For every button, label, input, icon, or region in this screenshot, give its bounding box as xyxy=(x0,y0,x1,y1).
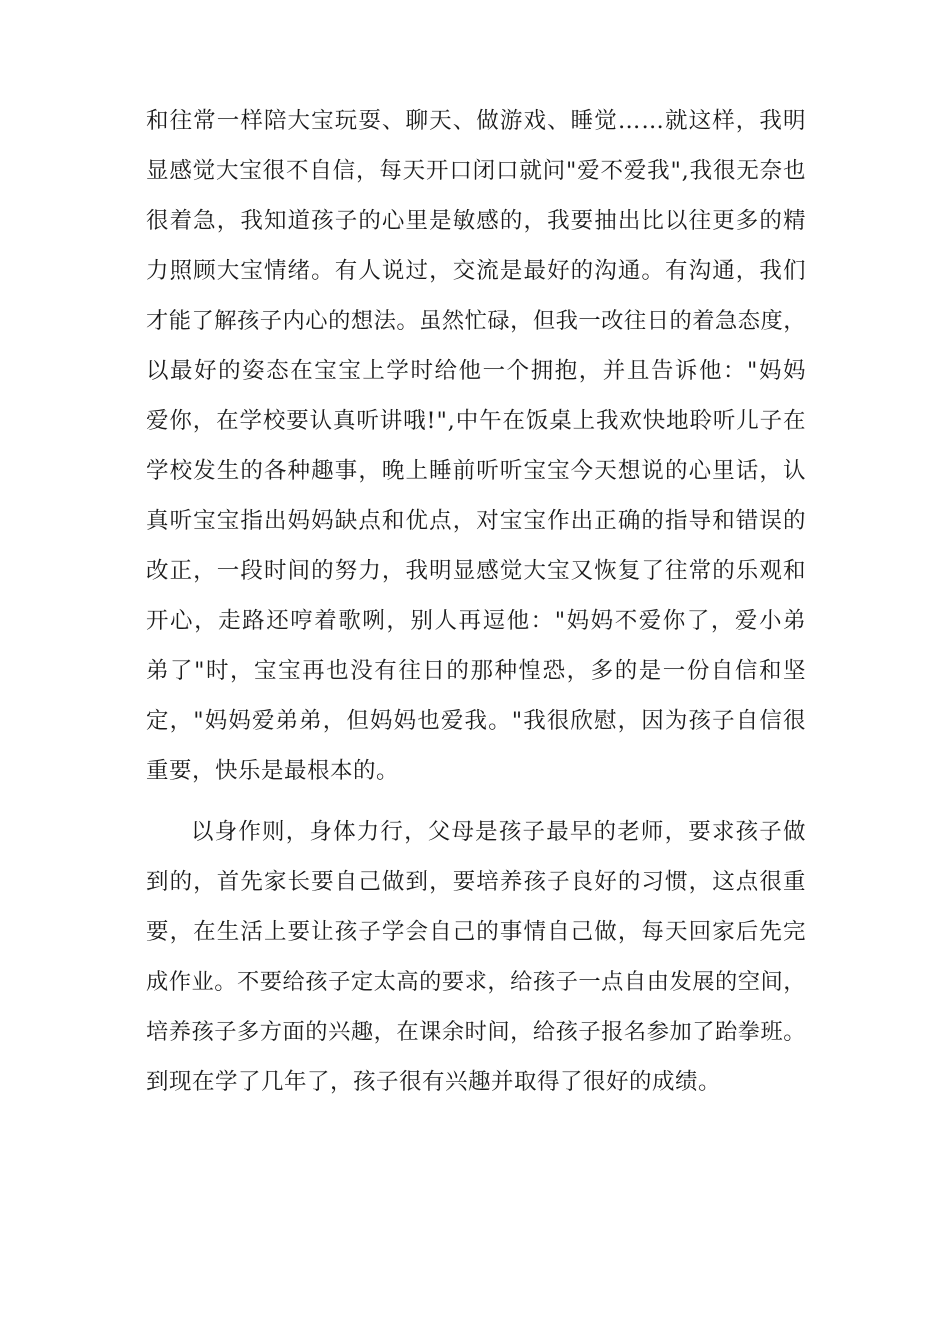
paragraph-line: 很着急，我知道孩子的心里是敏感的，我要抽出比以往更多的精 xyxy=(146,208,807,234)
paragraph-line: 到的，首先家长要自己做到，要培养孩子良好的习惯，这点很重 xyxy=(146,869,807,895)
paragraph-line: 真听宝宝指出妈妈缺点和优点，对宝宝作出正确的指导和错误的 xyxy=(146,508,807,534)
paragraph-line: 力照顾大宝情绪。有人说过，交流是最好的沟通。有沟通，我们 xyxy=(146,258,807,284)
paragraph-2 xyxy=(146,807,806,1107)
paragraph-line: 定，"妈妈爱弟弟，但妈妈也爱我。"我很欣慰，因为孩子自信很 xyxy=(146,708,807,734)
paragraph-line: 培养孩子多方面的兴趣，在课余时间，给孩子报名参加了跆拳班。 xyxy=(146,1019,807,1045)
paragraph-line: 显感觉大宝很不自信，每天开口闭口就问"爱不爱我",我很无奈也 xyxy=(146,158,807,184)
paragraph-line: 改正，一段时间的努力，我明显感觉大宝又恢复了往常的乐观和 xyxy=(146,558,807,584)
paragraph-line: 弟了"时，宝宝再也没有往日的那种惶恐，多的是一份自信和坚 xyxy=(146,658,808,684)
paragraph-line: 成作业。不要给孩子定太高的要求，给孩子一点自由发展的空间， xyxy=(146,969,807,995)
paragraph-line: 和往常一样陪大宝玩耍、聊天、做游戏、睡觉……就这样，我明 xyxy=(146,108,807,134)
paragraph-line: 重要，快乐是最根本的。 xyxy=(146,758,400,784)
paragraph-line: 才能了解孩子内心的想法。虽然忙碌，但我一改往日的着急态度， xyxy=(146,308,807,334)
paragraph-line: 爱你，在学校要认真听讲哦!",中午在饭桌上我欢快地聆听儿子在 xyxy=(146,408,807,434)
paragraph-line: 以最好的姿态在宝宝上学时给他一个拥抱，并且告诉他："妈妈 xyxy=(146,358,808,384)
paragraph-1 xyxy=(146,96,806,796)
paragraph-line: 以身作则，身体力行，父母是孩子最早的老师，要求孩子做 xyxy=(191,819,807,845)
paragraph-line: 到现在学了几年了，孩子很有兴趣并取得了很好的成绩。 xyxy=(146,1069,722,1095)
paragraph-line: 学校发生的各种趣事，晚上睡前听听宝宝今天想说的心里话，认 xyxy=(146,458,807,484)
paragraph-line: 开心，走路还哼着歌咧，别人再逗他："妈妈不爱你了，爱小弟 xyxy=(146,608,808,634)
paragraph-line: 要，在生活上要让孩子学会自己的事情自己做，每天回家后先完 xyxy=(146,919,807,945)
